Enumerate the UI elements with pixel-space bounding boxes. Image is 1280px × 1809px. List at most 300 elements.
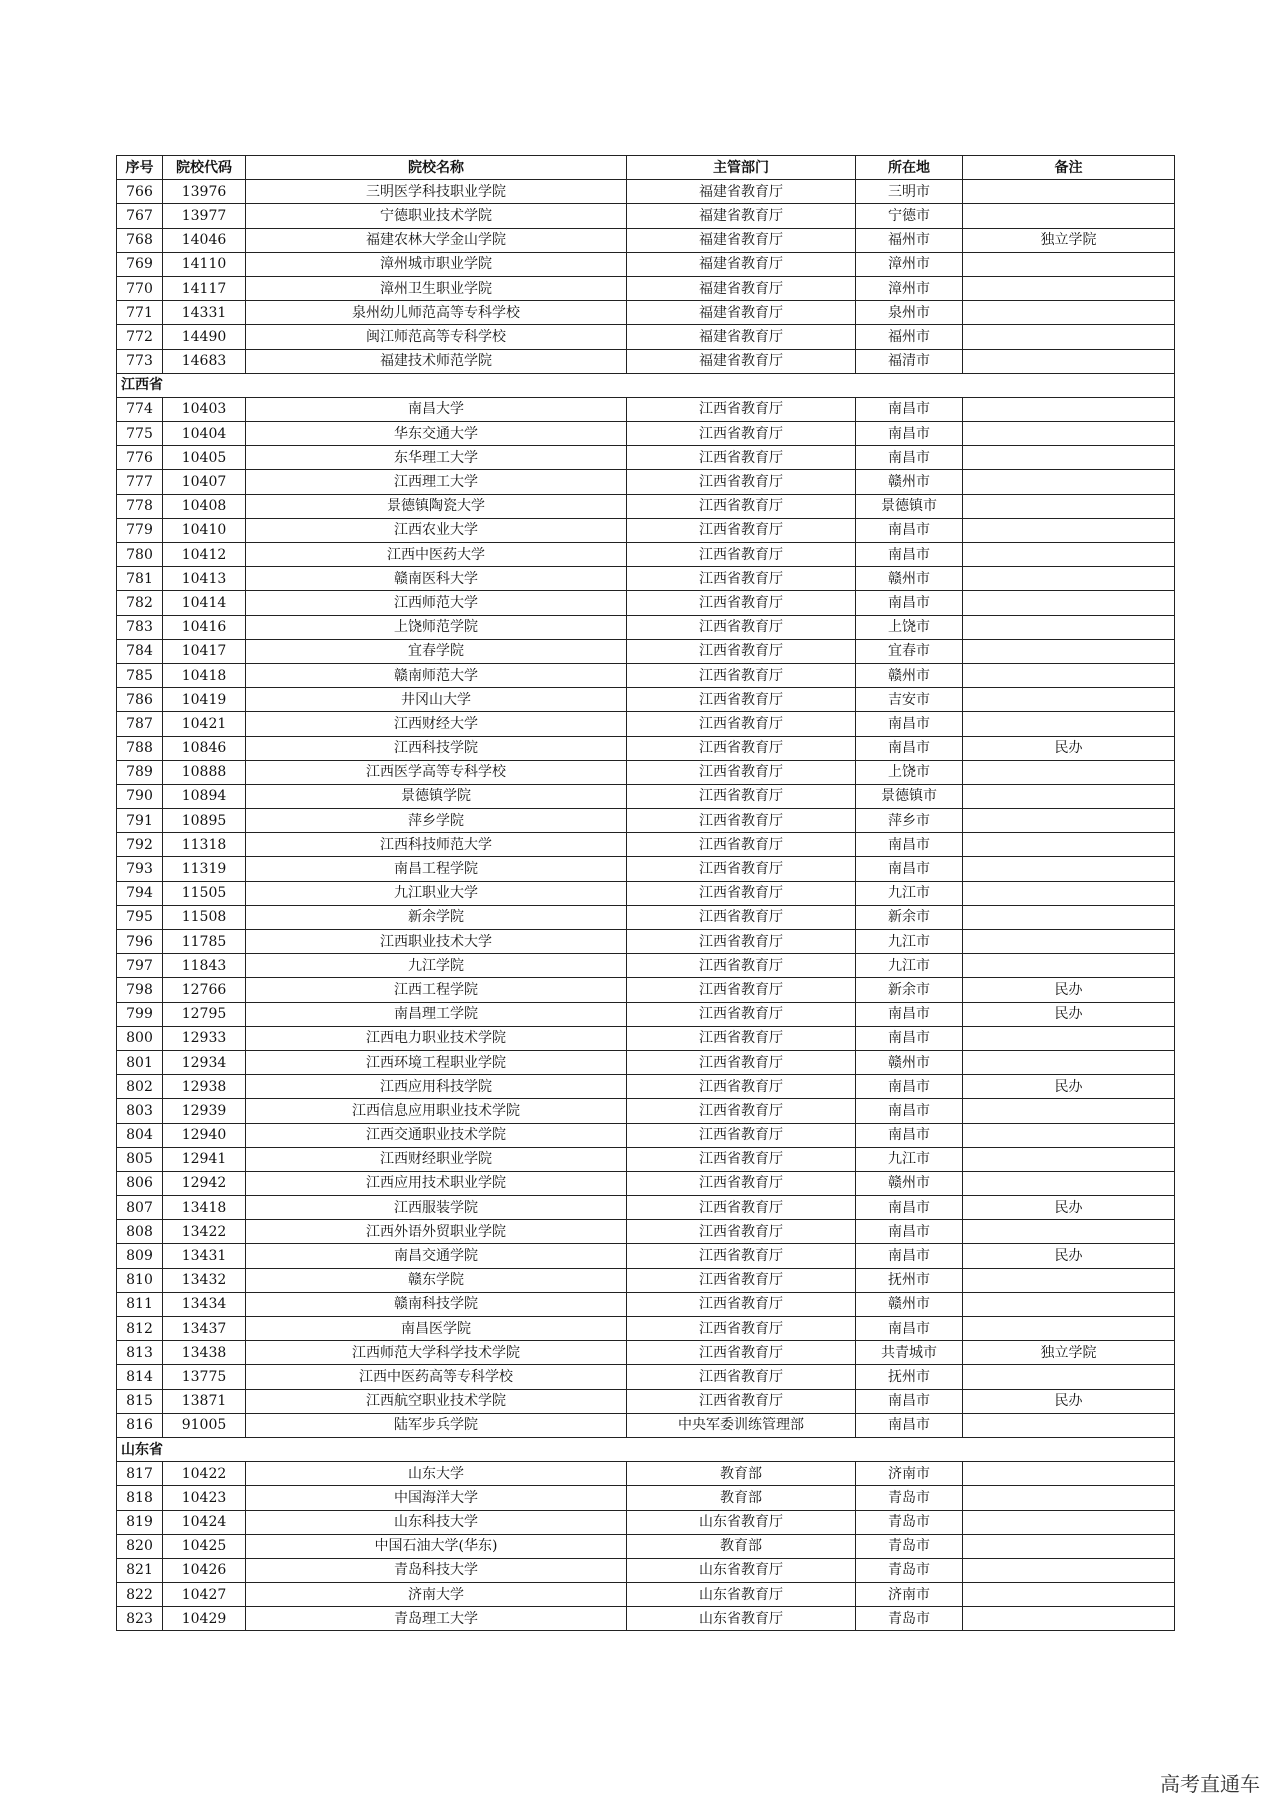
cell-code: 10426 [163, 1558, 246, 1582]
cell-remark [963, 1583, 1175, 1607]
cell-code: 10410 [163, 518, 246, 542]
cell-department: 江西省教育厅 [627, 712, 856, 736]
table-row [117, 543, 1175, 567]
cell-index: 797 [117, 954, 163, 978]
cell-code: 10417 [163, 639, 246, 663]
cell-code: 12939 [163, 1099, 246, 1123]
cell-name: 华东交通大学 [246, 422, 627, 446]
cell-name: 江西财经职业学院 [246, 1147, 627, 1171]
cell-department: 中央军委训练管理部 [627, 1413, 856, 1437]
cell-remark [963, 1317, 1175, 1341]
cell-remark [963, 1099, 1175, 1123]
cell-index: 774 [117, 397, 163, 421]
cell-code: 14117 [163, 276, 246, 300]
cell-remark [963, 615, 1175, 639]
cell-location: 三明市 [856, 180, 963, 204]
table-row [117, 180, 1175, 204]
cell-name: 江西职业技术大学 [246, 930, 627, 954]
cell-remark [963, 784, 1175, 808]
cell-department: 教育部 [627, 1486, 856, 1510]
cell-department: 江西省教育厅 [627, 857, 856, 881]
cell-remark [963, 1123, 1175, 1147]
cell-index: 773 [117, 349, 163, 373]
cell-index: 807 [117, 1196, 163, 1220]
table-row [117, 736, 1175, 760]
cell-department: 江西省教育厅 [627, 543, 856, 567]
table-row [117, 1220, 1175, 1244]
cell-location: 南昌市 [856, 1244, 963, 1268]
cell-index: 791 [117, 809, 163, 833]
cell-name: 福建技术师范学院 [246, 349, 627, 373]
cell-remark [963, 833, 1175, 857]
cell-code: 12934 [163, 1050, 246, 1074]
cell-name: 江西应用科技学院 [246, 1075, 627, 1099]
cell-remark [963, 252, 1175, 276]
cell-name: 南昌大学 [246, 397, 627, 421]
cell-index: 821 [117, 1558, 163, 1582]
table-body [117, 180, 1175, 1631]
cell-name: 江西外语外贸职业学院 [246, 1220, 627, 1244]
table-row [117, 1196, 1175, 1220]
cell-remark [963, 204, 1175, 228]
table-row [117, 276, 1175, 300]
cell-location: 南昌市 [856, 833, 963, 857]
cell-department: 江西省教育厅 [627, 1220, 856, 1244]
cell-department: 江西省教育厅 [627, 784, 856, 808]
cell-remark [963, 1413, 1175, 1437]
cell-index: 792 [117, 833, 163, 857]
cell-code: 11319 [163, 857, 246, 881]
cell-department: 江西省教育厅 [627, 1099, 856, 1123]
cell-remark: 独立学院 [963, 228, 1175, 252]
cell-location: 九江市 [856, 954, 963, 978]
cell-location: 福州市 [856, 325, 963, 349]
table-row [117, 446, 1175, 470]
header-remark: 备注 [963, 156, 1175, 180]
cell-department: 山东省教育厅 [627, 1510, 856, 1534]
province-row [117, 1437, 1175, 1461]
table-row [117, 1268, 1175, 1292]
table-row [117, 325, 1175, 349]
cell-name: 三明医学科技职业学院 [246, 180, 627, 204]
cell-location: 济南市 [856, 1583, 963, 1607]
cell-remark [963, 905, 1175, 929]
cell-index: 816 [117, 1413, 163, 1437]
header-name: 院校名称 [246, 156, 627, 180]
cell-location: 南昌市 [856, 1123, 963, 1147]
cell-index: 789 [117, 760, 163, 784]
cell-name: 赣南师范大学 [246, 663, 627, 687]
cell-code: 10429 [163, 1607, 246, 1631]
cell-name: 福建农林大学金山学院 [246, 228, 627, 252]
cell-name: 新余学院 [246, 905, 627, 929]
cell-department: 江西省教育厅 [627, 422, 856, 446]
cell-name: 山东大学 [246, 1462, 627, 1486]
cell-code: 13437 [163, 1317, 246, 1341]
cell-index: 780 [117, 543, 163, 567]
province-row [117, 373, 1175, 397]
cell-code: 12941 [163, 1147, 246, 1171]
cell-code: 10846 [163, 736, 246, 760]
cell-remark [963, 712, 1175, 736]
cell-index: 769 [117, 252, 163, 276]
cell-name: 江西中医药大学 [246, 543, 627, 567]
cell-location: 萍乡市 [856, 809, 963, 833]
cell-index: 770 [117, 276, 163, 300]
cell-name: 中国海洋大学 [246, 1486, 627, 1510]
cell-department: 江西省教育厅 [627, 1147, 856, 1171]
cell-location: 赣州市 [856, 663, 963, 687]
cell-code: 13418 [163, 1196, 246, 1220]
cell-code: 10416 [163, 615, 246, 639]
cell-code: 10405 [163, 446, 246, 470]
table-row [117, 1486, 1175, 1510]
cell-code: 13977 [163, 204, 246, 228]
cell-department: 江西省教育厅 [627, 1123, 856, 1147]
cell-code: 10424 [163, 1510, 246, 1534]
table-row [117, 422, 1175, 446]
cell-name: 江西电力职业技术学院 [246, 1026, 627, 1050]
province-label: 江西省 [117, 373, 1175, 397]
province-label: 山东省 [117, 1437, 1175, 1461]
cell-name: 江西航空职业技术学院 [246, 1389, 627, 1413]
cell-department: 江西省教育厅 [627, 1389, 856, 1413]
cell-name: 景德镇学院 [246, 784, 627, 808]
table-row [117, 470, 1175, 494]
cell-remark [963, 446, 1175, 470]
cell-department: 江西省教育厅 [627, 881, 856, 905]
cell-remark [963, 663, 1175, 687]
cell-location: 青岛市 [856, 1486, 963, 1510]
cell-remark [963, 470, 1175, 494]
cell-location: 赣州市 [856, 1050, 963, 1074]
table-row [117, 567, 1175, 591]
cell-remark [963, 760, 1175, 784]
table-row [117, 1002, 1175, 1026]
cell-name: 南昌医学院 [246, 1317, 627, 1341]
cell-location: 赣州市 [856, 1292, 963, 1316]
cell-name: 闽江师范高等专科学校 [246, 325, 627, 349]
cell-name: 东华理工大学 [246, 446, 627, 470]
cell-code: 12766 [163, 978, 246, 1002]
cell-remark [963, 809, 1175, 833]
cell-location: 漳州市 [856, 252, 963, 276]
cell-code: 11843 [163, 954, 246, 978]
table-row [117, 1147, 1175, 1171]
watermark-text: 高考直通车 [1160, 1772, 1260, 1796]
cell-department: 江西省教育厅 [627, 615, 856, 639]
cell-name: 赣东学院 [246, 1268, 627, 1292]
cell-name: 萍乡学院 [246, 809, 627, 833]
cell-department: 福建省教育厅 [627, 349, 856, 373]
cell-index: 805 [117, 1147, 163, 1171]
cell-department: 福建省教育厅 [627, 204, 856, 228]
cell-name: 南昌理工学院 [246, 1002, 627, 1026]
table-row [117, 1050, 1175, 1074]
cell-location: 青岛市 [856, 1558, 963, 1582]
cell-remark [963, 543, 1175, 567]
cell-index: 768 [117, 228, 163, 252]
table-row [117, 688, 1175, 712]
cell-name: 宁德职业技术学院 [246, 204, 627, 228]
cell-remark [963, 1220, 1175, 1244]
cell-name: 赣南科技学院 [246, 1292, 627, 1316]
cell-remark [963, 954, 1175, 978]
cell-remark [963, 422, 1175, 446]
cell-location: 南昌市 [856, 736, 963, 760]
cell-department: 江西省教育厅 [627, 1268, 856, 1292]
cell-name: 景德镇陶瓷大学 [246, 494, 627, 518]
table-row [117, 1583, 1175, 1607]
cell-name: 上饶师范学院 [246, 615, 627, 639]
cell-department: 江西省教育厅 [627, 954, 856, 978]
cell-department: 福建省教育厅 [627, 180, 856, 204]
table-row [117, 954, 1175, 978]
cell-location: 景德镇市 [856, 784, 963, 808]
cell-location: 南昌市 [856, 1220, 963, 1244]
table-row [117, 1244, 1175, 1268]
cell-index: 808 [117, 1220, 163, 1244]
cell-index: 820 [117, 1534, 163, 1558]
cell-code: 10421 [163, 712, 246, 736]
cell-index: 784 [117, 639, 163, 663]
cell-remark [963, 1486, 1175, 1510]
table-row [117, 833, 1175, 857]
cell-location: 吉安市 [856, 688, 963, 712]
cell-department: 福建省教育厅 [627, 301, 856, 325]
cell-index: 806 [117, 1171, 163, 1195]
cell-remark [963, 1534, 1175, 1558]
cell-department: 江西省教育厅 [627, 663, 856, 687]
cell-department: 福建省教育厅 [627, 276, 856, 300]
cell-index: 767 [117, 204, 163, 228]
cell-department: 江西省教育厅 [627, 688, 856, 712]
cell-name: 江西中医药高等专科学校 [246, 1365, 627, 1389]
cell-department: 江西省教育厅 [627, 1171, 856, 1195]
cell-department: 江西省教育厅 [627, 736, 856, 760]
cell-index: 782 [117, 591, 163, 615]
cell-code: 13431 [163, 1244, 246, 1268]
table-row [117, 228, 1175, 252]
table-row [117, 1607, 1175, 1631]
cell-location: 泉州市 [856, 301, 963, 325]
cell-name: 泉州幼儿师范高等专科学校 [246, 301, 627, 325]
cell-location: 九江市 [856, 1147, 963, 1171]
cell-index: 817 [117, 1462, 163, 1486]
cell-remark: 民办 [963, 1002, 1175, 1026]
table-row [117, 397, 1175, 421]
cell-location: 南昌市 [856, 1002, 963, 1026]
cell-name: 江西理工大学 [246, 470, 627, 494]
table-row [117, 1365, 1175, 1389]
cell-location: 南昌市 [856, 1413, 963, 1437]
cell-location: 景德镇市 [856, 494, 963, 518]
cell-remark [963, 276, 1175, 300]
cell-location: 福州市 [856, 228, 963, 252]
table-row [117, 1389, 1175, 1413]
cell-name: 济南大学 [246, 1583, 627, 1607]
cell-department: 江西省教育厅 [627, 639, 856, 663]
table-row [117, 1099, 1175, 1123]
table-row [117, 905, 1175, 929]
cell-index: 777 [117, 470, 163, 494]
cell-code: 13422 [163, 1220, 246, 1244]
cell-location: 南昌市 [856, 591, 963, 615]
cell-index: 801 [117, 1050, 163, 1074]
table-row [117, 857, 1175, 881]
cell-location: 南昌市 [856, 1026, 963, 1050]
cell-location: 新余市 [856, 978, 963, 1002]
cell-location: 漳州市 [856, 276, 963, 300]
cell-index: 776 [117, 446, 163, 470]
cell-index: 786 [117, 688, 163, 712]
cell-code: 13432 [163, 1268, 246, 1292]
cell-index: 795 [117, 905, 163, 929]
table-row [117, 204, 1175, 228]
table-row [117, 663, 1175, 687]
table-row [117, 1123, 1175, 1147]
cell-code: 13434 [163, 1292, 246, 1316]
cell-location: 福清市 [856, 349, 963, 373]
cell-code: 12933 [163, 1026, 246, 1050]
cell-code: 13775 [163, 1365, 246, 1389]
table-row [117, 1292, 1175, 1316]
cell-name: 宜春学院 [246, 639, 627, 663]
cell-name: 江西工程学院 [246, 978, 627, 1002]
cell-index: 783 [117, 615, 163, 639]
cell-code: 10407 [163, 470, 246, 494]
cell-name: 江西交通职业技术学院 [246, 1123, 627, 1147]
cell-code: 10414 [163, 591, 246, 615]
table-row [117, 784, 1175, 808]
table-header-row [117, 156, 1175, 180]
cell-name: 漳州城市职业学院 [246, 252, 627, 276]
cell-department: 江西省教育厅 [627, 397, 856, 421]
table-row [117, 301, 1175, 325]
cell-remark: 民办 [963, 1244, 1175, 1268]
cell-name: 南昌工程学院 [246, 857, 627, 881]
table-row [117, 1317, 1175, 1341]
cell-location: 上饶市 [856, 615, 963, 639]
cell-location: 青岛市 [856, 1607, 963, 1631]
cell-remark [963, 494, 1175, 518]
cell-index: 781 [117, 567, 163, 591]
cell-location: 南昌市 [856, 1099, 963, 1123]
cell-remark [963, 881, 1175, 905]
cell-index: 819 [117, 1510, 163, 1534]
cell-location: 南昌市 [856, 422, 963, 446]
cell-location: 抚州市 [856, 1268, 963, 1292]
table-row [117, 930, 1175, 954]
cell-remark [963, 1510, 1175, 1534]
cell-remark [963, 857, 1175, 881]
cell-code: 13871 [163, 1389, 246, 1413]
table-row [117, 1413, 1175, 1437]
cell-name: 江西服装学院 [246, 1196, 627, 1220]
cell-department: 江西省教育厅 [627, 978, 856, 1002]
cell-index: 811 [117, 1292, 163, 1316]
cell-department: 江西省教育厅 [627, 1292, 856, 1316]
cell-location: 抚州市 [856, 1365, 963, 1389]
cell-name: 山东科技大学 [246, 1510, 627, 1534]
cell-index: 798 [117, 978, 163, 1002]
cell-location: 南昌市 [856, 543, 963, 567]
cell-code: 12940 [163, 1123, 246, 1147]
cell-remark: 民办 [963, 1196, 1175, 1220]
cell-location: 青岛市 [856, 1534, 963, 1558]
cell-code: 11505 [163, 881, 246, 905]
cell-index: 788 [117, 736, 163, 760]
header-department: 主管部门 [627, 156, 856, 180]
cell-code: 10403 [163, 397, 246, 421]
cell-index: 802 [117, 1075, 163, 1099]
cell-remark [963, 1147, 1175, 1171]
cell-department: 江西省教育厅 [627, 1341, 856, 1365]
cell-name: 青岛理工大学 [246, 1607, 627, 1631]
cell-remark [963, 518, 1175, 542]
cell-department: 江西省教育厅 [627, 518, 856, 542]
cell-code: 13438 [163, 1341, 246, 1365]
cell-index: 772 [117, 325, 163, 349]
cell-code: 14046 [163, 228, 246, 252]
cell-location: 青岛市 [856, 1510, 963, 1534]
cell-name: 江西师范大学科学技术学院 [246, 1341, 627, 1365]
cell-name: 九江职业大学 [246, 881, 627, 905]
cell-name: 江西医学高等专科学校 [246, 760, 627, 784]
cell-department: 江西省教育厅 [627, 494, 856, 518]
table-row [117, 1075, 1175, 1099]
cell-index: 818 [117, 1486, 163, 1510]
cell-department: 江西省教育厅 [627, 446, 856, 470]
cell-location: 南昌市 [856, 1196, 963, 1220]
cell-location: 新余市 [856, 905, 963, 929]
cell-code: 91005 [163, 1413, 246, 1437]
table-row [117, 591, 1175, 615]
cell-index: 803 [117, 1099, 163, 1123]
cell-remark [963, 1607, 1175, 1631]
cell-name: 九江学院 [246, 954, 627, 978]
cell-location: 赣州市 [856, 567, 963, 591]
cell-code: 11785 [163, 930, 246, 954]
cell-remark [963, 1292, 1175, 1316]
cell-location: 南昌市 [856, 857, 963, 881]
cell-department: 山东省教育厅 [627, 1607, 856, 1631]
cell-remark [963, 1365, 1175, 1389]
cell-remark: 民办 [963, 978, 1175, 1002]
table-row [117, 881, 1175, 905]
cell-code: 10888 [163, 760, 246, 784]
cell-remark [963, 1050, 1175, 1074]
cell-remark [963, 1558, 1175, 1582]
cell-location: 南昌市 [856, 1389, 963, 1413]
cell-department: 江西省教育厅 [627, 1244, 856, 1268]
cell-location: 南昌市 [856, 518, 963, 542]
cell-department: 江西省教育厅 [627, 1002, 856, 1026]
cell-remark: 独立学院 [963, 1341, 1175, 1365]
cell-remark [963, 1462, 1175, 1486]
cell-location: 南昌市 [856, 712, 963, 736]
cell-index: 785 [117, 663, 163, 687]
cell-name: 青岛科技大学 [246, 1558, 627, 1582]
cell-department: 山东省教育厅 [627, 1558, 856, 1582]
cell-code: 14683 [163, 349, 246, 373]
cell-code: 10413 [163, 567, 246, 591]
cell-department: 江西省教育厅 [627, 1196, 856, 1220]
cell-index: 809 [117, 1244, 163, 1268]
cell-department: 福建省教育厅 [627, 252, 856, 276]
cell-name: 南昌交通学院 [246, 1244, 627, 1268]
cell-department: 江西省教育厅 [627, 833, 856, 857]
